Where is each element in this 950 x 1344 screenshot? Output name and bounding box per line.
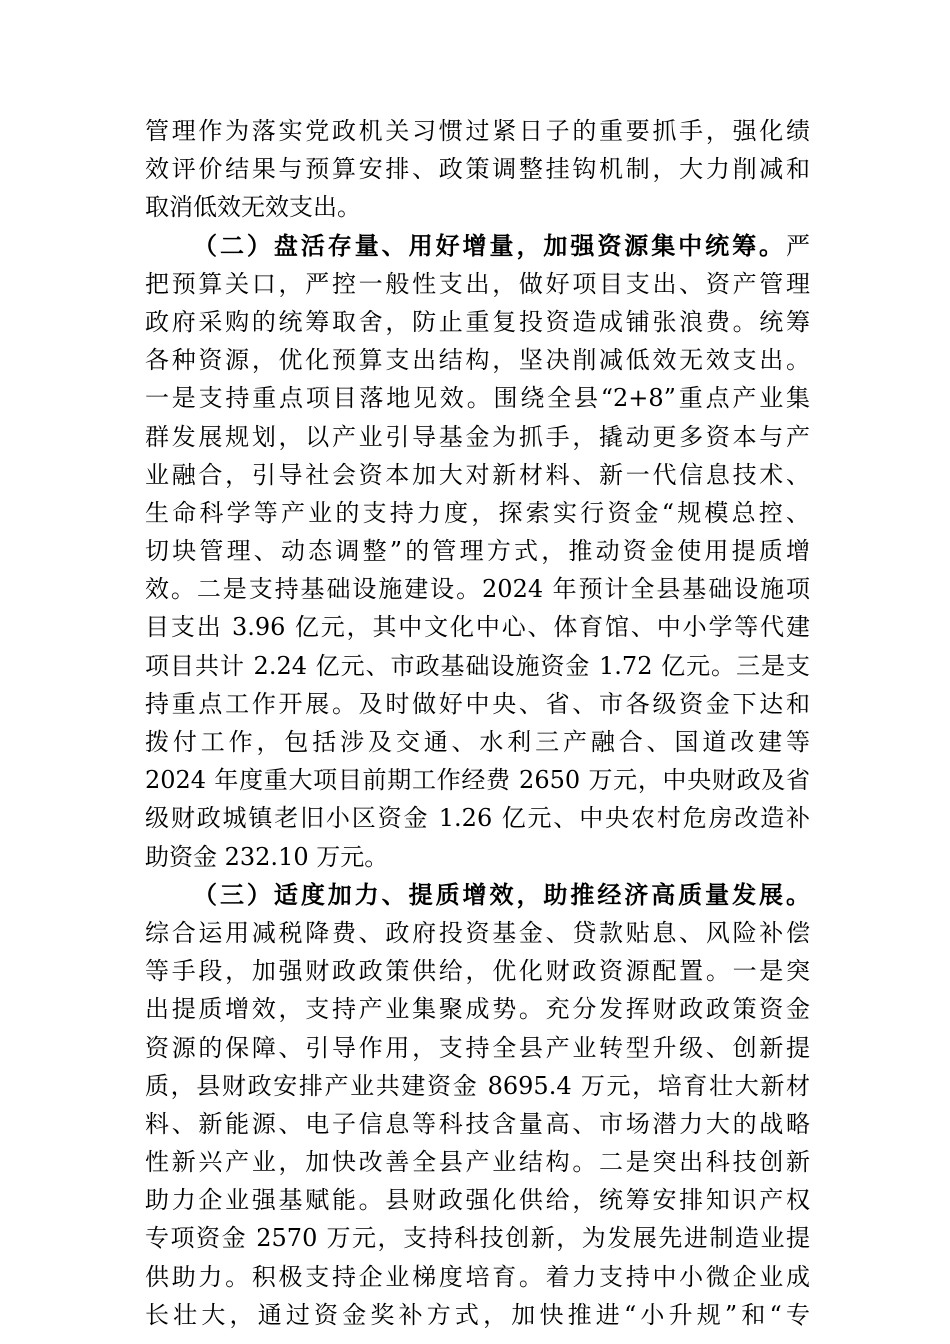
line-text: 目支出 3.96 亿元，其中文化中心、体育馆、中小学等代建 [145,613,810,642]
body-text-line [145,1143,810,1181]
body-text-line [145,1067,810,1105]
line-text: 资源的保障、引导作用，支持全县产业转型升级、创新提 [145,1033,810,1062]
section-heading: （二）盘活存量、用好增量，加强资源集中统筹。 [193,230,786,260]
line-text: 持重点工作开展。及时做好中央、省、市各级资金下达和 [145,689,810,718]
body-text-line [145,265,810,303]
body-text-line [145,1181,810,1219]
body-text-line [145,341,810,379]
body-text-line [145,647,810,685]
line-text: 一是支持重点项目落地见效。围绕全县“2+8”重点产业集 [145,384,810,413]
body-text-line [145,188,810,226]
line-text: 出提质增效，支持产业集聚成势。充分发挥财政政策资金 [145,995,810,1024]
line-text: 助资金 232.10 万元。 [145,842,389,871]
line-text: 业融合，引导社会资本加大对新材料、新一代信息技术、 [145,460,810,489]
line-text: 管理作为落实党政机关习惯过紧日子的重要抓手，强化绩 [145,117,810,145]
line-text: 拨付工作，包括涉及交通、水利三产融合、国道改建等 [145,728,810,756]
line-text: 切块管理、动态调整”的管理方式，推动资金使用提质增 [145,537,810,566]
body-text-line [145,761,810,799]
body-text-line [145,952,810,990]
line-text: 严 [786,231,810,260]
body-text-line [145,150,810,188]
line-text: 助力企业强基赋能。县财政强化供给，统筹安排知识产权 [145,1186,810,1215]
line-text: 综合运用减税降费、政府投资基金、贷款贴息、风险补偿 [145,918,810,947]
line-text: 生命科学等产业的支持力度，探索实行资金“规模总控、 [145,498,810,527]
line-text: 级财政城镇老旧小区资金 1.26 亿元、中央农村危房改造补 [145,804,810,833]
body-text-line [145,494,810,532]
body-text-line [145,456,810,494]
body-text-line [145,1258,810,1296]
document-body [145,112,810,1334]
body-text-line [145,532,810,570]
line-text: 性新兴产业，加快改善全县产业结构。二是突出科技创新 [145,1148,810,1177]
line-text: 政府采购的统筹取舍，防止重复投资造成铺张浪费。统筹 [145,307,810,336]
line-text: 效。二是支持基础设施建设。2024 年预计全县基础设施项 [145,575,810,604]
body-text-line [145,608,810,646]
line-text: 供助力。积极支持企业梯度培育。着力支持中小微企业成 [145,1262,810,1291]
line-text: 料、新能源、电子信息等科技含量高、市场潜力大的战略 [145,1109,810,1138]
body-text-line [145,379,810,417]
line-text: 质，县财政安排产业共建资金 8695.4 万元，培育壮大新材 [145,1071,810,1100]
body-text-line [145,570,810,608]
line-text: 2024 年度重大项目前期工作经费 2650 万元，中央财政及省 [145,766,810,795]
body-text-line [145,1105,810,1143]
body-text-line [145,990,810,1028]
line-text: 项目共计 2.24 亿元、市政基础设施资金 1.72 亿元。三是支 [145,651,810,680]
body-text-line [145,685,810,723]
body-text-line [145,723,810,761]
body-text-line [145,799,810,837]
body-text-line [145,1219,810,1257]
line-text: 群发展规划，以产业引导基金为抓手，撬动更多资本与产 [145,422,810,451]
body-text-line [145,418,810,456]
body-text-line [145,1029,810,1067]
body-text-line [145,1296,810,1334]
section-heading-line [145,876,810,914]
line-text: 取消低效无效支出。 [145,193,361,222]
body-text-line [145,303,810,341]
line-text: 专项资金 2570 万元，支持科技创新，为发展先进制造业提 [145,1224,810,1253]
section-heading-line [145,227,810,265]
body-text-line [145,838,810,876]
line-text: 效评价结果与预算安排、政策调整挂钩机制，大力削减和 [145,155,810,184]
section-heading: （三）适度加力、提质增效，助推经济高质量发展。 [193,879,810,909]
line-text: 各种资源，优化预算支出结构，坚决削减低效无效支出。 [145,346,810,375]
line-text: 把预算关口，严控一般性支出，做好项目支出、资产管理 [145,269,810,298]
body-text-line [145,914,810,952]
body-text-line [145,112,810,150]
line-text: 等手段，加强财政政策供给，优化财政资源配置。一是突 [145,957,810,986]
line-text: 长壮大，通过资金奖补方式，加快推进“小升规”和“专 [145,1300,810,1329]
